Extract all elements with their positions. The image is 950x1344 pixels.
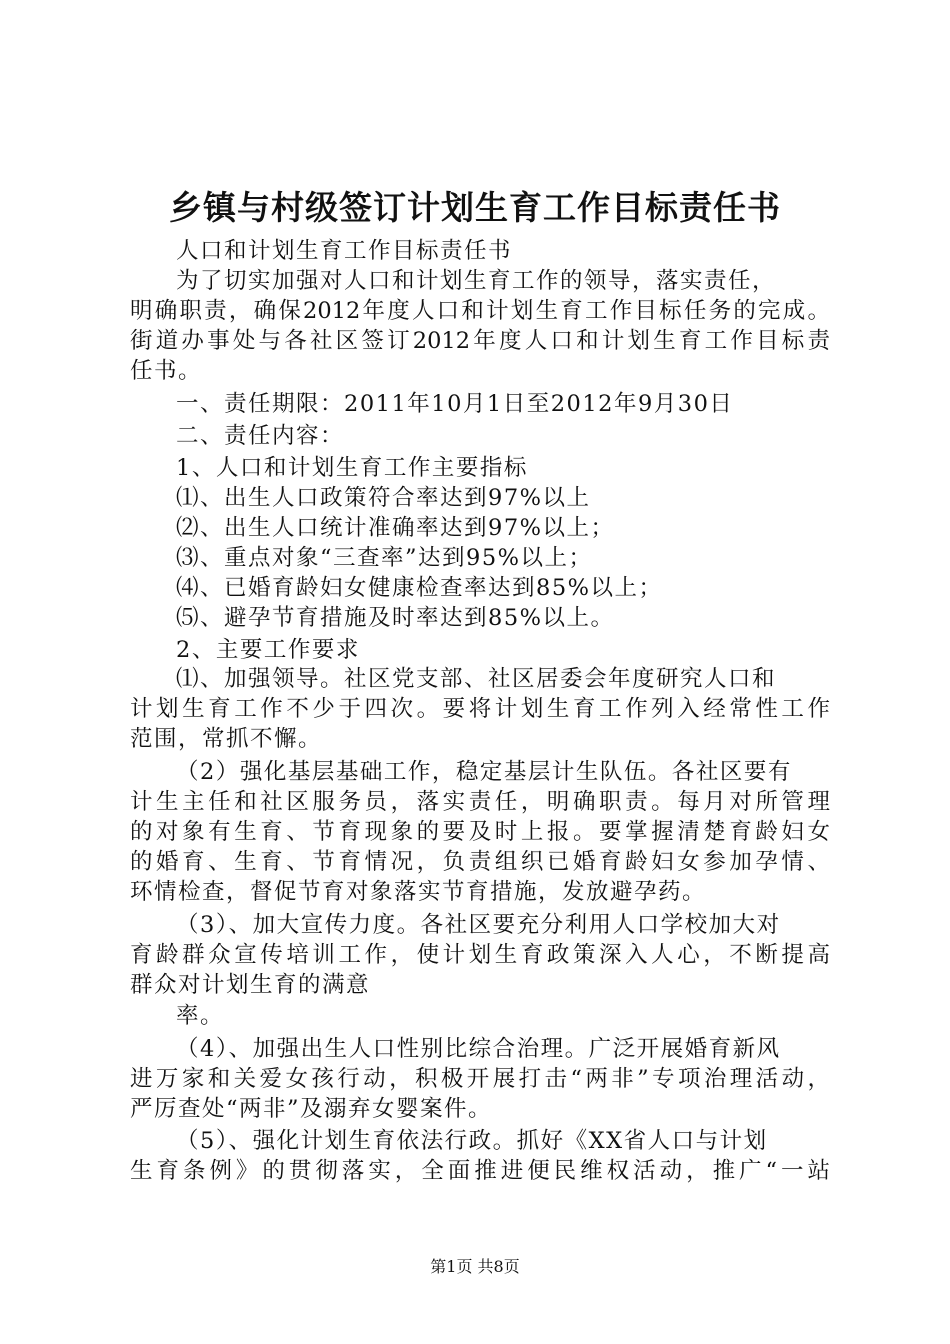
paragraph-line: ⑴、加强领导。社区党支部、社区居委会年度研究人口和 [176,666,777,692]
page-footer: 第1页 共8页 [430,1257,520,1276]
paragraph-line: 严厉查处“两非”及溺弃女婴案件。 [130,1096,493,1122]
paragraph-line: 的婚育、生育、节育情况，负责组织已婚育龄妇女参加孕情、 [130,849,830,875]
paragraph-line: 育龄群众宣传培训工作，使计划生育政策深入人心，不断提高 [130,942,830,968]
paragraph-line: 进万家和关爱女孩行动，积极开展打击“两非”专项治理活动， [130,1066,830,1092]
paragraph-line: 明确职责，确保2012年度人口和计划生育工作目标任务的完成。 [130,298,830,324]
paragraph-line: 范围，常抓不懈。 [130,726,323,752]
subtitle-line: 人口和计划生育工作目标责任书 [176,238,513,264]
paragraph-line: 群众对计划生育的满意 [130,972,371,998]
paragraph-line: 环情检查，督促节育对象落实节育措施，发放避孕药。 [130,879,707,905]
indicator-line: ⑸、避孕节育措施及时率达到85%以上。 [176,605,615,631]
section-line: 1、人口和计划生育工作主要指标 [176,455,528,481]
paragraph-line: 的对象有生育、节育现象的要及时上报。要掌握清楚育龄妇女 [130,819,830,845]
paragraph-line: 计生主任和社区服务员，落实责任，明确职责。每月对所管理 [130,789,830,815]
paragraph-line: 为了切实加强对人口和计划生育工作的领导，落实责任， [176,268,777,294]
paragraph-line: （3）、加大宣传力度。各社区要充分利用人口学校加大对 [176,912,781,938]
paragraph-line: 生育条例》的贯彻落实，全面推进便民维权活动，推广“一站 [130,1158,830,1184]
indicator-line: ⑴、出生人口政策符合率达到97%以上 [176,485,591,511]
indicator-line: ⑵、出生人口统计准确率达到97%以上； [176,515,615,541]
paragraph-line: （5）、强化计划生育依法行政。抓好《XX省人口与计划 [176,1128,768,1154]
section-line: 2、主要工作要求 [176,637,360,663]
section-line: 二、责任内容： [176,423,345,449]
paragraph-line: 率。 [176,1003,225,1029]
section-line: 一、责任期限：2011年10月1日至2012年9月30日 [176,391,734,417]
indicator-line: ⑷、已婚育龄妇女健康检查率达到85%以上； [176,575,663,601]
document-title: 乡镇与村级签订计划生育工作目标责任书 [169,188,781,227]
paragraph-line: 计划生育工作不少于四次。要将计划生育工作列入经常性工作 [130,696,830,722]
paragraph-line: （4）、加强出生人口性别比综合治理。广泛开展婚育新风 [176,1036,781,1062]
paragraph-line: （2）强化基层基础工作，稳定基层计生队伍。各社区要有 [176,759,792,785]
paragraph-line: 任书。 [130,358,203,384]
paragraph-line: 街道办事处与各社区签订2012年度人口和计划生育工作目标责 [130,328,830,354]
indicator-line: ⑶、重点对象“三查率”达到95%以上； [176,545,593,571]
